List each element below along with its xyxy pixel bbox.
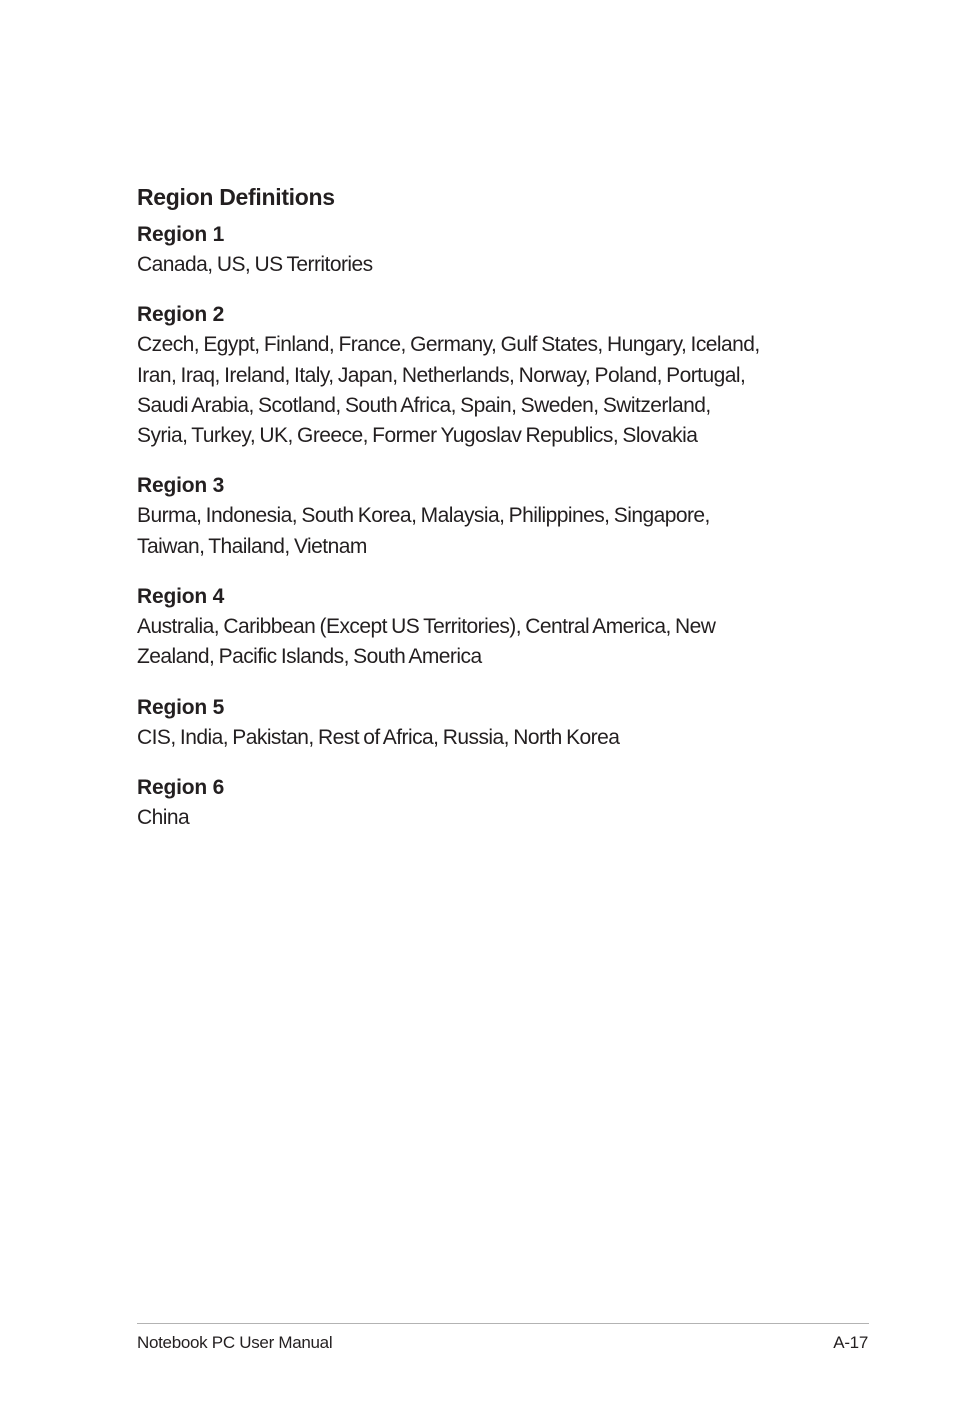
footer-manual-title: Notebook PC User Manual — [137, 1333, 333, 1352]
region-line: Iran, Iraq, Ireland, Italy, Japan, Netherlands, Norway, Poland, Portugal, — [137, 363, 746, 387]
region-title: Region 6 — [137, 775, 225, 799]
region-line: Taiwan, Thailand, Vietnam — [137, 534, 367, 558]
page-title: Region Definitions — [137, 184, 335, 210]
region-2 — [137, 300, 837, 451]
region-line: Australia, Caribbean (Except US Territories), Central America, New — [137, 615, 716, 639]
region-line: Czech, Egypt, Finland, France, Germany, Gulf States, Hungary, Iceland, — [137, 333, 760, 357]
region-title: Region 2 — [137, 303, 225, 327]
region-line: CIS, India, Pakistan, Rest of Africa, Russia, North Korea — [137, 725, 620, 749]
region-title: Region 3 — [137, 474, 225, 498]
region-title: Region 5 — [137, 695, 225, 719]
page-content — [137, 182, 837, 853]
footer-divider — [137, 1323, 869, 1324]
region-5 — [137, 693, 837, 753]
region-line: Saudi Arabia, Scotland, South Africa, Spain, Sweden, Switzerland, — [137, 393, 711, 417]
region-title: Region 1 — [137, 223, 225, 246]
region-6 — [137, 773, 837, 833]
region-1 — [137, 220, 837, 280]
region-title: Region 4 — [137, 585, 225, 609]
region-line: Canada, US, US Territories — [137, 253, 373, 276]
region-4 — [137, 582, 837, 673]
region-line: Burma, Indonesia, South Korea, Malaysia, Philippines, Singapore, — [137, 504, 710, 528]
region-line: Zealand, Pacific Islands, South America — [137, 645, 482, 669]
region-3 — [137, 471, 837, 562]
region-line: Syria, Turkey, UK, Greece, Former Yugoslav Republics, Slovakia — [137, 424, 698, 448]
region-line: China — [137, 805, 190, 829]
footer-page-number: A-17 — [833, 1333, 868, 1352]
